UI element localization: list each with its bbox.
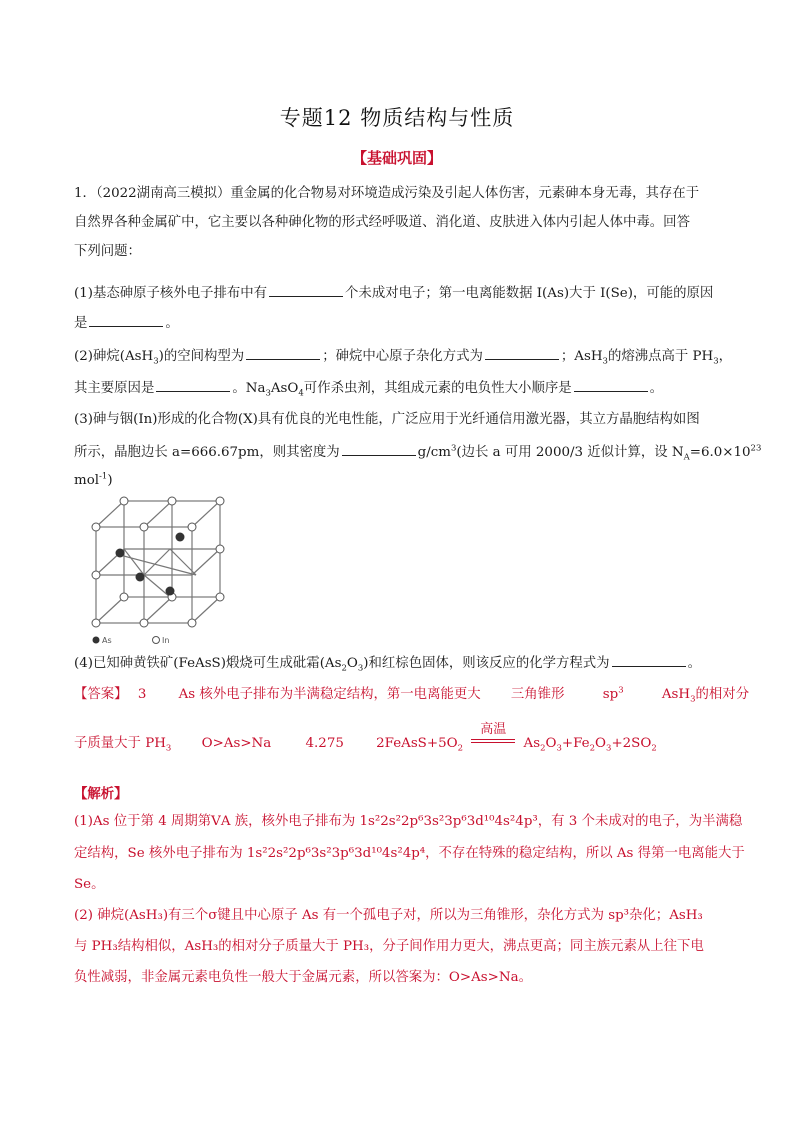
analysis-line: (1)As 位于第 4 周期第ⅤA 族，核外电子排布为 1s²2s²2p⁶3s²3p⁶3d¹⁰4s²4p³，有 3 个未成对的电子，为半满稳 xyxy=(74,814,743,829)
answer-blank[interactable] xyxy=(269,282,343,297)
question-part-2: (2)砷烷(AsH$_3$)的空间构型为 ；砷烷中心原子杂化方式为 ；AsH$_3$的熔沸点高于 $PH_3$， xyxy=(74,345,732,367)
legend-in-dot xyxy=(153,637,160,644)
question-line: 下列问题： xyxy=(74,244,141,259)
question-line: 1．（2022湖南高三模拟）重金属的化合物易对环境造成污染及引起人体伤害，元素砷本身无毒，其存在于 xyxy=(74,186,700,201)
in-atom xyxy=(216,593,224,601)
answer-label: 【答案】 xyxy=(74,687,128,702)
as-atom xyxy=(116,549,125,558)
question-part-3-unit: mol$^{-1}$) xyxy=(74,471,113,488)
analysis-line: 与 PH₃结构相似，AsH₃的相对分子质量大于 PH₃，分子间作用力更大，沸点更高；同主族元素从上往下电 xyxy=(74,939,704,954)
answer-blank[interactable] xyxy=(342,441,416,456)
in-atom xyxy=(92,523,100,531)
analysis-line: 定结构，Se 核外电子排布为 1s²2s²2p⁶3s²3p⁶3d¹⁰4s²4p⁴，不存在特殊的稳定结构，所以 As 得第一电离能大于 xyxy=(74,846,745,861)
legend-in-label: In xyxy=(162,636,170,645)
answer-blank[interactable] xyxy=(574,377,648,392)
answer-blank[interactable] xyxy=(246,345,320,360)
answer-blank[interactable] xyxy=(485,345,559,360)
analysis-line: Se。 xyxy=(74,877,105,892)
in-atom xyxy=(168,497,176,505)
as-atom xyxy=(166,587,175,596)
in-atom xyxy=(140,523,148,531)
as-atom xyxy=(136,573,145,582)
question-part-1: (1)基态砷原子核外电子排布中有 个未成对电子；第一电离能数据 I(As)大于 I(Se)，可能的原因 xyxy=(74,282,713,304)
in-atom xyxy=(188,619,196,627)
answer-line-1: 【答案】 3 As 核外电子排布为半满稳定结构，第一电离能更大 三角锥形 $sp^3$ AsH$_3$的相对分 xyxy=(74,685,750,705)
analysis-line: 负性减弱，非金属元素电负性一般大于金属元素，所以答案为：O>As>Na。 xyxy=(74,970,532,985)
answer-blank[interactable] xyxy=(156,377,230,392)
as-atom xyxy=(176,533,185,542)
in-atom xyxy=(216,545,224,553)
in-atom xyxy=(120,593,128,601)
in-atom xyxy=(216,497,224,505)
crystal-cell-diagram xyxy=(84,495,234,645)
answer-line-2: 子质量大于 $PH_3$ O>As>Na 4.275 $2FeAsS+5O_2$ 高温 $As_2O_3+Fe_2O_3+2SO_2$ xyxy=(74,722,657,754)
analysis-line: (2) 砷烷(AsH₃)有三个σ键且中心原子 As 有一个孤电子对，所以为三角锥形，杂化方式为 sp³杂化；AsH₃ xyxy=(74,908,703,923)
question-part-4: (4)已知砷黄铁矿(FeAsS)煅烧可生成砒霜$(As_2O_3)$和红棕色固体，则该反应的化学方程式为 。 xyxy=(74,652,701,674)
question-part-2-cont: 其主要原因是 。$Na_3AsO_4$可作杀虫剂，其组成元素的电负性大小顺序是 。 xyxy=(74,377,663,399)
answer-blank[interactable] xyxy=(612,652,686,667)
legend-as-label: As xyxy=(102,636,112,645)
in-atom xyxy=(140,619,148,627)
question-part-3-cont: 所示，晶胞边长 a=666.67pm，则其密度为 $g/cm^3$(边长 a 可用 2000/3 近似计算，设 $N_A=6.0\times 10^{23}$ xyxy=(74,441,761,463)
in-atom xyxy=(120,497,128,505)
reaction-arrow: 高温 xyxy=(471,733,515,753)
analysis-label: 【解析】 xyxy=(74,787,128,802)
in-atom xyxy=(92,571,100,579)
legend-as-dot xyxy=(93,637,100,644)
in-atom xyxy=(92,619,100,627)
page-title: 专题12 物质结构与性质 xyxy=(279,106,515,130)
in-atom xyxy=(188,523,196,531)
section-heading: 【基础巩固】 xyxy=(351,149,442,167)
question-part-1-cont: 是 。 xyxy=(74,312,179,334)
question-line: 自然界各种金属矿中，它主要以各种砷化物的形式经呼吸道、消化道、皮肤进入体内引起人体中毒。回答 xyxy=(74,215,690,230)
question-part-3: (3)砷与铟(In)形成的化合物(X)具有优良的光电性能，广泛应用于光纤通信用激光器，其立方晶胞结构如图 xyxy=(74,412,700,427)
answer-blank[interactable] xyxy=(89,312,163,327)
